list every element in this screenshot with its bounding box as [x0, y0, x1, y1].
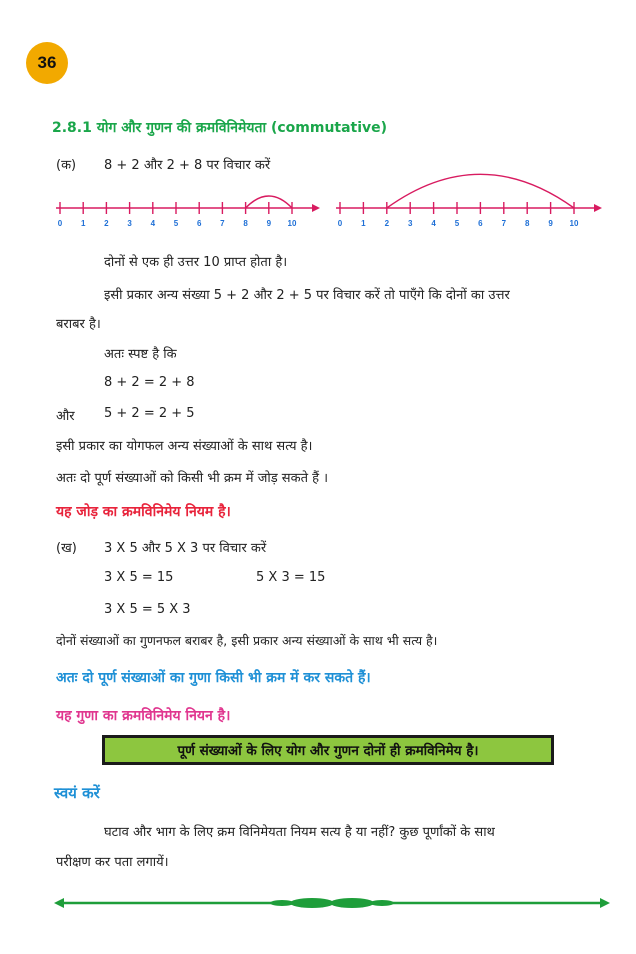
tick-label-7: 7	[220, 219, 225, 228]
tick-label-6: 6	[196, 219, 202, 228]
tick-label-3: 3	[407, 219, 413, 228]
part-a-conclusion: अतः दो पूर्ण संख्याओं को किसी भी क्रम में जोड़ सकते हैं ।	[56, 471, 329, 486]
part-a-and: और	[56, 409, 75, 424]
page-number-badge: 36	[26, 42, 68, 84]
try-yourself-line1: घटाव और भाग के लिए क्रम विनिमेयता नियम सत्य है या नहीं? कुछ पूर्णांकों के साथ	[104, 825, 495, 840]
tick-label-2: 2	[104, 219, 109, 228]
part-b-eq1: 3 X 5 = 15	[104, 570, 174, 585]
tick-label-0: 0	[337, 219, 343, 228]
tick-label-5: 5	[454, 219, 460, 228]
tick-label-6: 6	[478, 219, 483, 228]
multiplication-conclusion: अतः दो पूर्ण संख्याओं का गुणा किसी भी क्रम में कर सकते हैं।	[56, 670, 371, 686]
part-b-product-line: दोनों संख्याओं का गुणनफल बराबर है, इसी प्रकार अन्य संख्याओं के साथ भी सत्य है।	[56, 633, 438, 648]
multiplication-rule: यह गुणा का क्रमविनिमेय नियन है।	[56, 708, 231, 724]
part-a-sum-true: इसी प्रकार का योगफल अन्य संख्याओं के साथ सत्य है।	[56, 439, 313, 454]
summary-highlight-box: पूर्ण संख्याओं के लिए योग और गुणन दोनों ही क्रमविनिमेय है।	[102, 735, 554, 765]
axis-arrow	[594, 204, 602, 212]
part-b-eq2: 5 X 3 = 15	[256, 570, 326, 585]
tick-label-9: 9	[548, 219, 553, 228]
tick-label-0: 0	[57, 219, 63, 228]
part-a-similar-line1: इसी प्रकार अन्य संख्या 5 + 2 और 2 + 5 पर विचार करें तो पाएँगे कि दोनों का उत्तर	[104, 288, 510, 303]
tick-label-10: 10	[287, 219, 297, 228]
tick-label-10: 10	[569, 219, 579, 228]
number-line-right	[332, 180, 622, 230]
tick-label-4: 4	[150, 219, 156, 228]
section-title: 2.8.1 योग और गुणन की क्रमविनिमेयता (commutative)	[52, 120, 388, 136]
part-a-therefore: अतः स्पष्ट है कि	[104, 347, 177, 362]
part-a-result: दोनों से एक ही उत्तर 10 प्राप्त होता है।	[104, 255, 288, 270]
tick-label-9: 9	[266, 219, 272, 228]
try-yourself-title: स्वयं करें	[54, 784, 100, 802]
part-a-eq2: 5 + 2 = 2 + 5	[104, 406, 195, 421]
part-a-similar-line2: बराबर है।	[56, 317, 101, 332]
addition-rule: यह जोड़ का क्रमविनिमेय नियम है।	[56, 504, 231, 520]
footer-ornament	[54, 892, 610, 914]
tick-label-2: 2	[384, 219, 390, 228]
part-b-eq3: 3 X 5 = 5 X 3	[104, 602, 191, 617]
part-a-eq1: 8 + 2 = 2 + 8	[104, 375, 195, 390]
part-b-statement: 3 X 5 और 5 X 3 पर विचार करें	[104, 541, 267, 556]
number-line-left	[50, 180, 330, 230]
tick-label-8: 8	[243, 219, 248, 228]
tick-label-3: 3	[127, 219, 132, 228]
tick-label-4: 4	[431, 219, 436, 228]
part-a-label: (क)	[56, 158, 77, 173]
part-b-label: (ख)	[56, 541, 77, 556]
tick-label-7: 7	[501, 219, 507, 228]
part-a-statement: 8 + 2 और 2 + 8 पर विचार करें	[104, 158, 271, 173]
tick-label-1: 1	[80, 219, 86, 228]
axis-arrow	[312, 204, 320, 212]
tick-label-8: 8	[524, 219, 530, 228]
try-yourself-line2: परीक्षण कर पता लगायें।	[56, 855, 169, 870]
tick-label-1: 1	[361, 219, 366, 228]
tick-label-5: 5	[173, 219, 179, 228]
